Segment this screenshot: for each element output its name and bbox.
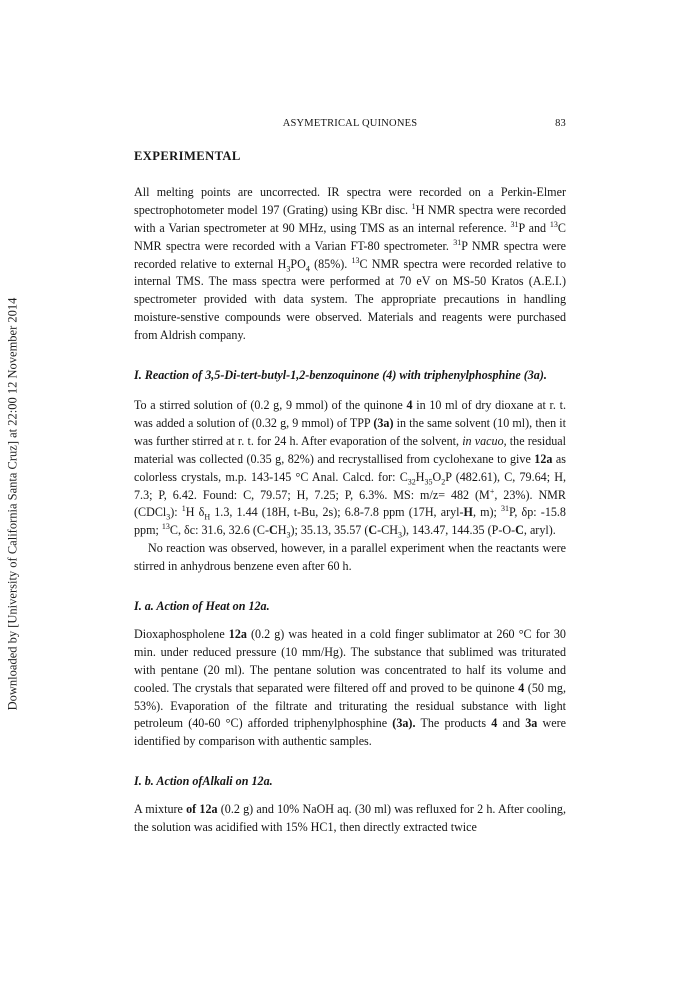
page-body bbox=[134, 148, 566, 837]
paragraph-alkali-procedure: A mixture of 12a (0.2 g) and 10% NaOH aq. (30 ml) was refluxed for 2 h. After cooling, the solution was acidified with 15% HC1, then directly extracted twice bbox=[134, 802, 566, 835]
section-heading-alkali: I. b. Action ofAlkali on 12a. bbox=[134, 774, 273, 789]
download-watermark bbox=[0, 0, 26, 1008]
paragraph-no-reaction: No reaction was observed, however, in a parallel experiment when the reactants were stirred in anhydrous benzene even after 60 h. bbox=[134, 541, 566, 574]
paragraph-instruments: All melting points are uncorrected. IR spectra were recorded on a Perkin-Elmer spectrophotometer model 197 (Grating) using KBr disc. $^1$H NMR spectra were recorded with a Varian spectrometer at 90 MHz, using TMS as an internal reference. $^{31}$P and $^{13}$C NMR spectra were recorded with a Varian FT-80 spectrometer. $^{31}$P NMR spectra were recorded relative to external $H_3PO_4$ (85%). $^{13}$C NMR spectra were recorded relative to internal TMS. The mass spectra were performed at 70 eV on MS-50 Kratos (A.E.I.) spectrometer provided with data system. The appropriate precautions in handling moisture-senstive compounds were observed. Materials and reagents were purchased from Aldrish company. bbox=[134, 184, 567, 343]
running-header bbox=[134, 118, 566, 134]
paragraph-heat-procedure: Dioxaphospholene 12a (0.2 g) was heated in a cold finger sublimator at 260 °C for 30 min. under reduced pressure (10 mm/Hg). The substance that sublimed was triturated with pentane (20 ml). The pentane solution was concentrated to half its volume and cooled. The crystals that separated were filtered off and proved to be quinone 4 (50 mg, 53%). Evaporation of the filtrate and triturating the residual substance with light petroleum (40-60 °C) afforded triphenylphosphine (3a). The products 4 and 3a were identified by comparison with authentic samples. bbox=[134, 626, 566, 749]
paragraph-reaction-procedure: To a stirred solution of (0.2 g, 9 mmol) of the quinone 4 in 10 ml of dry dioxane at r. t. was added a solution of (0.32 g, 9 mmol) of TPP (3a) in the same solvent (10 ml), then it was further stirred at r. t. for 24 h. After evaporation of the solvent, in vacuo, the residual material was collected (0.35 g, 82%) and recrystallised from cyclohexane to give 12a as colorless crystals, m.p. 143-145 °C Anal. Calcd. for: $C_{32}H_{35}O_2P$ (482.61), C, 79.64; H, 7.3; P, 6.42. Found: C, 79.57; H, 7.25; P, 6.3%. MS: m/z= 482 (M+, 23%). NMR (CDCl$_3$): $^1$H $\delta_H$ 1.3, 1.44 (18H, t-Bu, 2s); 6.8-7.8 ppm (17H, aryl-H, m); $^{31}$P, δp: -15.8 ppm; $^{13}$C, δc: 31.6, 32.6 $(C-CH_3)$; 35.13, 35.57 $(C-CH_3)$, 143.47, 144.35 (P-O-C, aryl). bbox=[134, 397, 567, 540]
section-heading-heat: I. a. Action of Heat on 12a. bbox=[134, 599, 270, 614]
page-number: 83 bbox=[555, 118, 566, 129]
download-notice: Downloaded by [University of California Santa Cruz] at 22:00 12 November 2014 bbox=[5, 297, 20, 711]
section-heading-experimental: EXPERIMENTAL bbox=[134, 149, 241, 163]
section-heading-reaction: I. Reaction of 3,5-Di-tert-butyl-1,2-benzoquinone (4) with triphenylphosphine (3a). bbox=[134, 368, 547, 383]
running-title: ASYMETRICAL QUINONES bbox=[282, 118, 418, 129]
